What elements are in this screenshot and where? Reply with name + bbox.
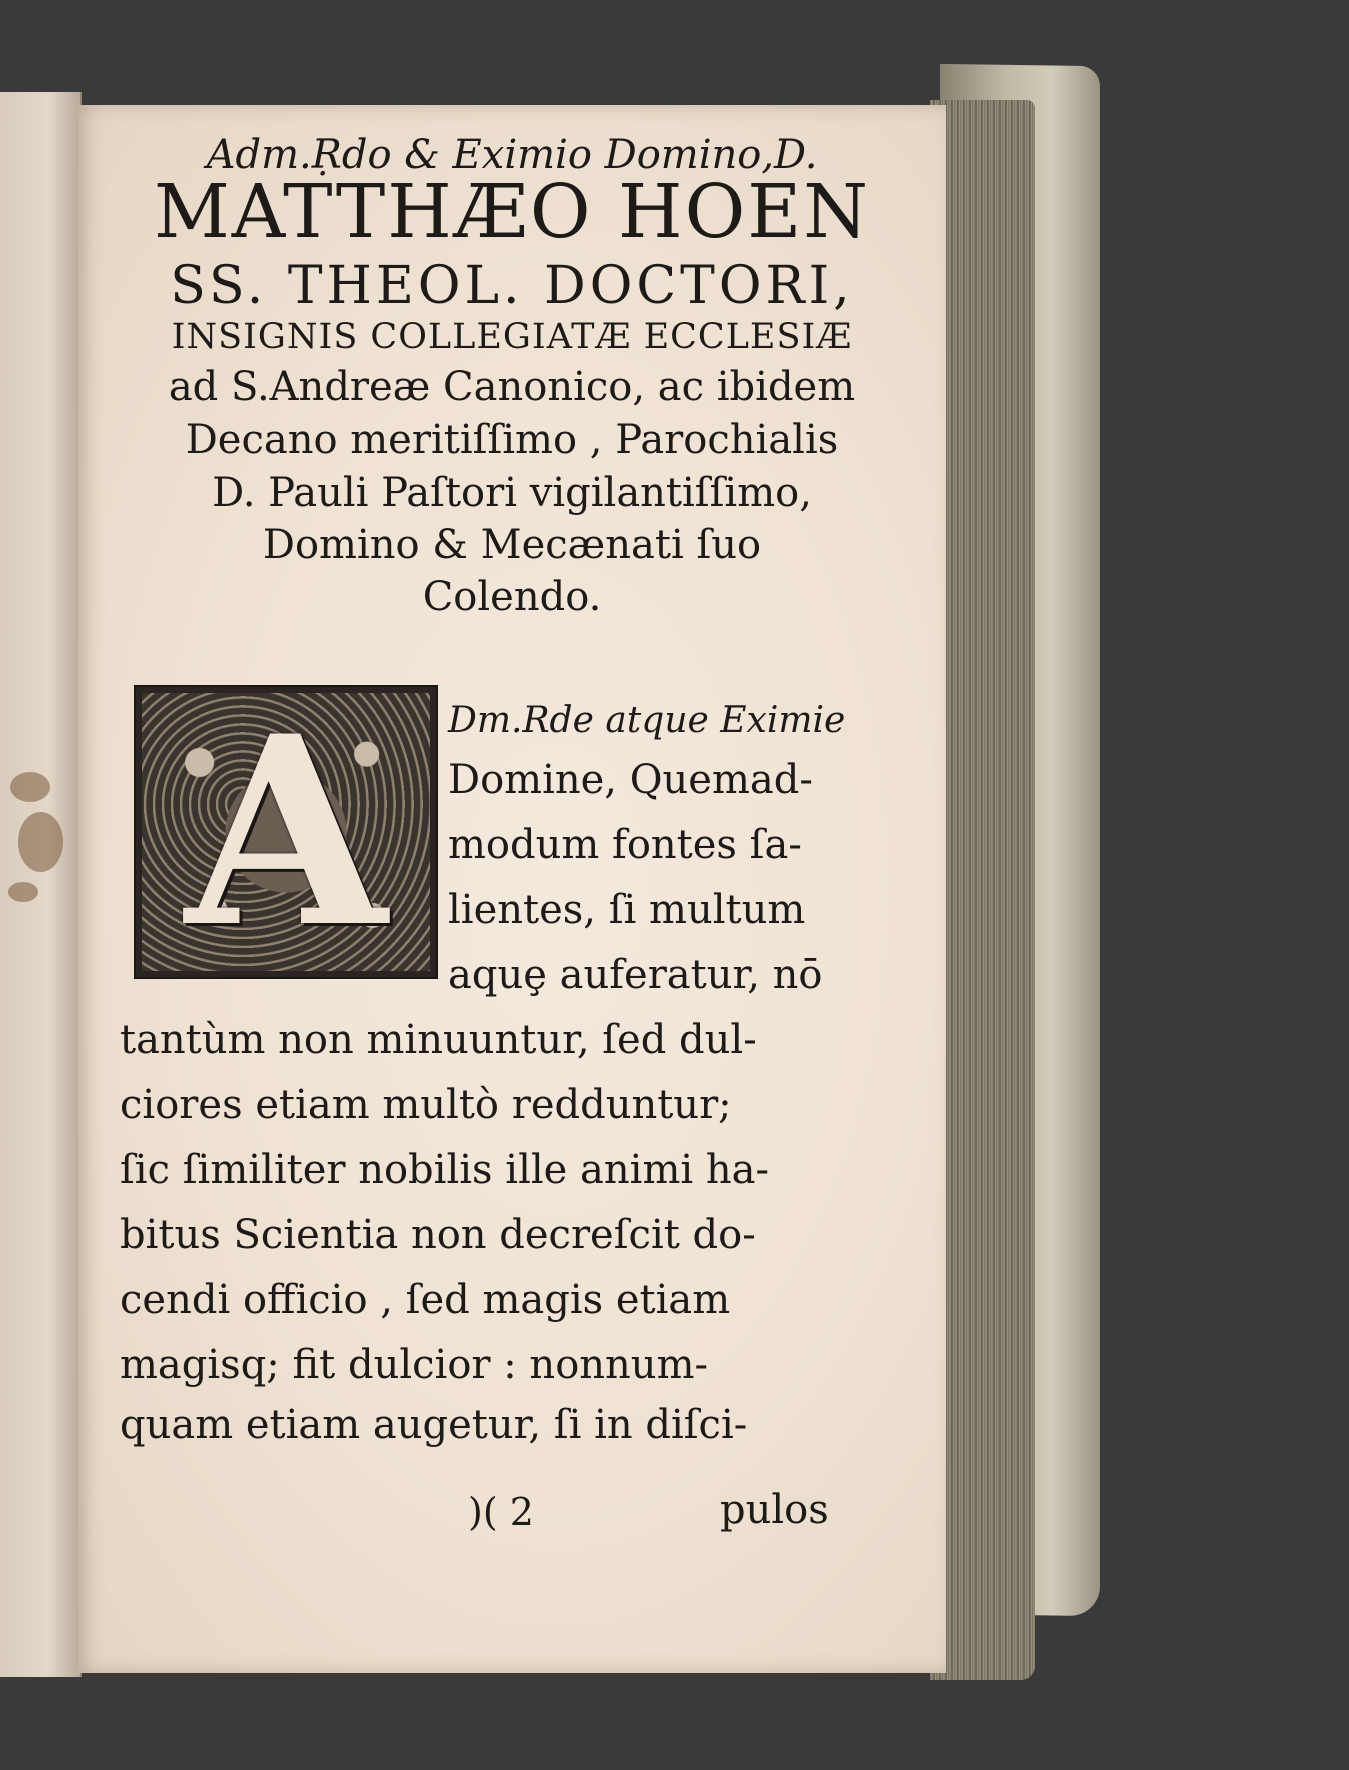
title-line-3: INSIGNIS COLLEGIATÆ ECCLESIÆ xyxy=(171,317,853,357)
title-line-2: SS. THEOL. DOCTORI, xyxy=(170,256,854,316)
body-line: aquȩ auferatur, nō xyxy=(448,952,823,998)
dedication-heading: Adm.Ṛdo & Eximio Domino,D. xyxy=(206,132,818,178)
title-line-7: Domino & Mecænati ſuo xyxy=(262,522,762,568)
body-line: modum fontes ſa- xyxy=(448,822,802,868)
ink-stain xyxy=(10,772,50,802)
title-line-4: ad S.Andreæ Canonico, ac ibidem xyxy=(168,364,856,410)
facing-page-edge xyxy=(0,92,82,1677)
body-line: quam etiam augetur, ſi in diſci- xyxy=(120,1402,748,1448)
body-line: lientes, ſi multum xyxy=(448,887,806,933)
ink-stain xyxy=(18,812,63,872)
title-line-1: MATTHÆO HOEN xyxy=(153,169,870,255)
title-line-6: D. Pauli Paſtori vigilantiſſimo, xyxy=(212,470,812,516)
body-line: tantùm non minuuntur, ſed dul- xyxy=(120,1017,757,1063)
signature-mark: )( 2 xyxy=(468,1490,534,1534)
ink-stain xyxy=(8,882,38,902)
catchword: pulos xyxy=(720,1487,829,1533)
decorated-initial xyxy=(134,685,438,979)
body-line: ciores etiam multò redduntur; xyxy=(120,1082,732,1128)
body-line: ſic ſimiliter nobilis ille animi ha- xyxy=(120,1147,770,1193)
title-line-5: Decano meritiſſimo , Parochialis xyxy=(185,417,839,463)
body-line: Domine, Quemad- xyxy=(448,757,813,803)
body-line: cendi officio , ſed magis etiam xyxy=(120,1277,731,1323)
initial-letter: A xyxy=(185,685,387,979)
body-line: magisq; fit dulcior : nonnum- xyxy=(120,1342,709,1388)
title-line-8: Colendo. xyxy=(422,574,602,620)
book-page xyxy=(78,105,946,1673)
body-line: bitus Scientia non decreſcit do- xyxy=(120,1212,756,1258)
body-line: Dm.Rde atque Eximie xyxy=(448,700,846,741)
